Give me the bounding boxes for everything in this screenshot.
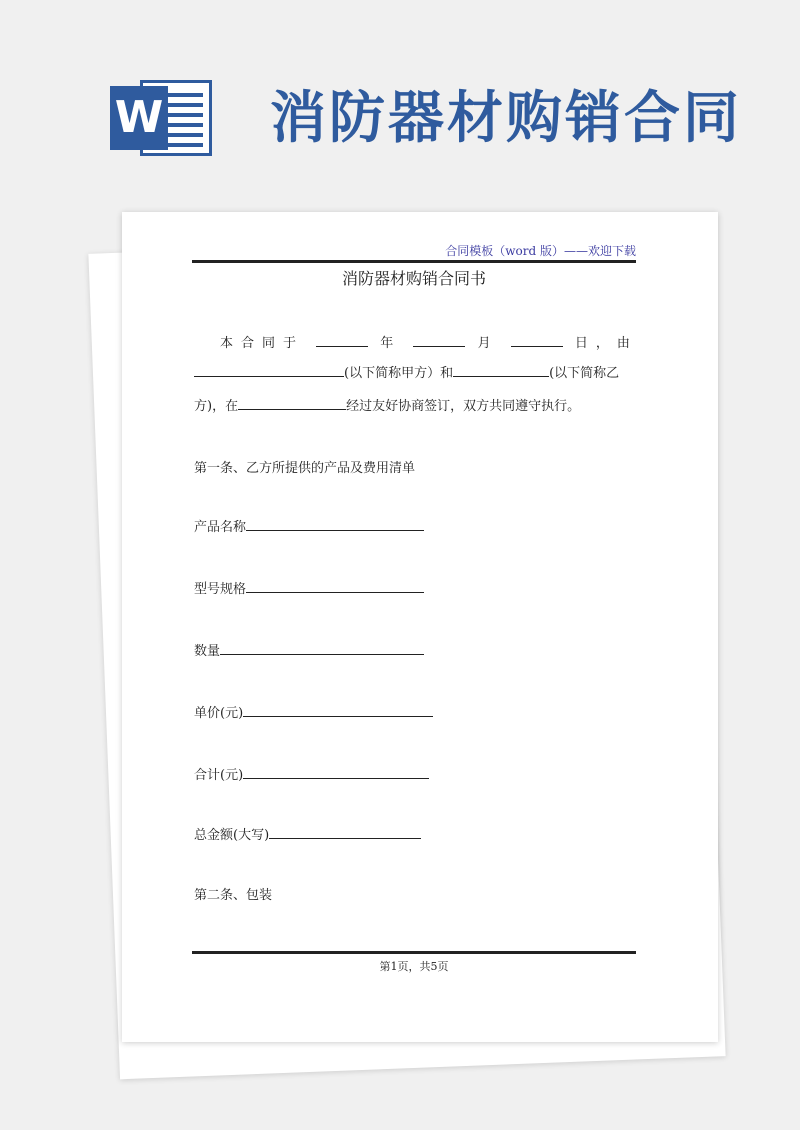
field-blank [220,642,424,655]
field-blank [243,704,433,717]
word-icon-tile: W [110,86,168,150]
field-label: 型号规格 [194,582,247,597]
blank-place [238,397,346,410]
field-blank [269,826,421,839]
intro-line-3 [194,395,634,414]
banner-title: 消防器材购销合同 [270,86,742,151]
field-unit-price [194,702,433,721]
document-title: 消防器材购销合同书 [341,269,486,288]
intro-day: 日，由 [574,336,638,351]
word-document-icon [110,80,212,156]
header-note: 合同模板（word 版）——欢迎下载 [445,244,636,258]
field-label: 产品名称 [194,520,247,535]
page-footer: 第1页，共5页 [379,960,449,973]
field-label: 单价(元) [194,706,244,721]
field-blank [246,580,424,593]
header-rule [192,260,636,263]
intro-start: 方)，在 [194,399,239,414]
document-page [122,212,718,1042]
intro-end: 经过友好协商签订，双方共同遵守执行。 [346,399,581,414]
intro-line-2 [194,362,634,381]
footer-rule [192,951,636,954]
intro-lead: 本合同于 [220,336,305,351]
field-subtotal [194,764,429,783]
blank-party-b [453,364,549,377]
banner [0,0,800,200]
field-blank [243,766,429,779]
field-blank [246,518,424,531]
section-1-heading: 第一条、乙方所提供的产品及费用清单 [194,461,416,476]
field-total-amount [194,824,421,843]
intro-party-a: (以下简称甲方）和 [344,366,454,381]
blank-year [316,334,368,347]
field-label: 总金额(大写) [194,828,270,843]
field-quantity [194,640,424,659]
intro-year: 年 [380,336,402,351]
blank-party-a [194,364,344,377]
field-model-spec [194,578,424,597]
section-2-heading: 第二条、包装 [194,888,273,903]
intro-month: 月 [477,336,499,351]
field-product-name [194,516,424,535]
intro-line-1 [194,332,638,351]
blank-month [413,334,465,347]
field-label: 数量 [194,644,221,659]
field-label: 合计(元) [194,768,244,783]
blank-day [511,334,563,347]
intro-party-b: (以下简称乙 [549,366,620,381]
